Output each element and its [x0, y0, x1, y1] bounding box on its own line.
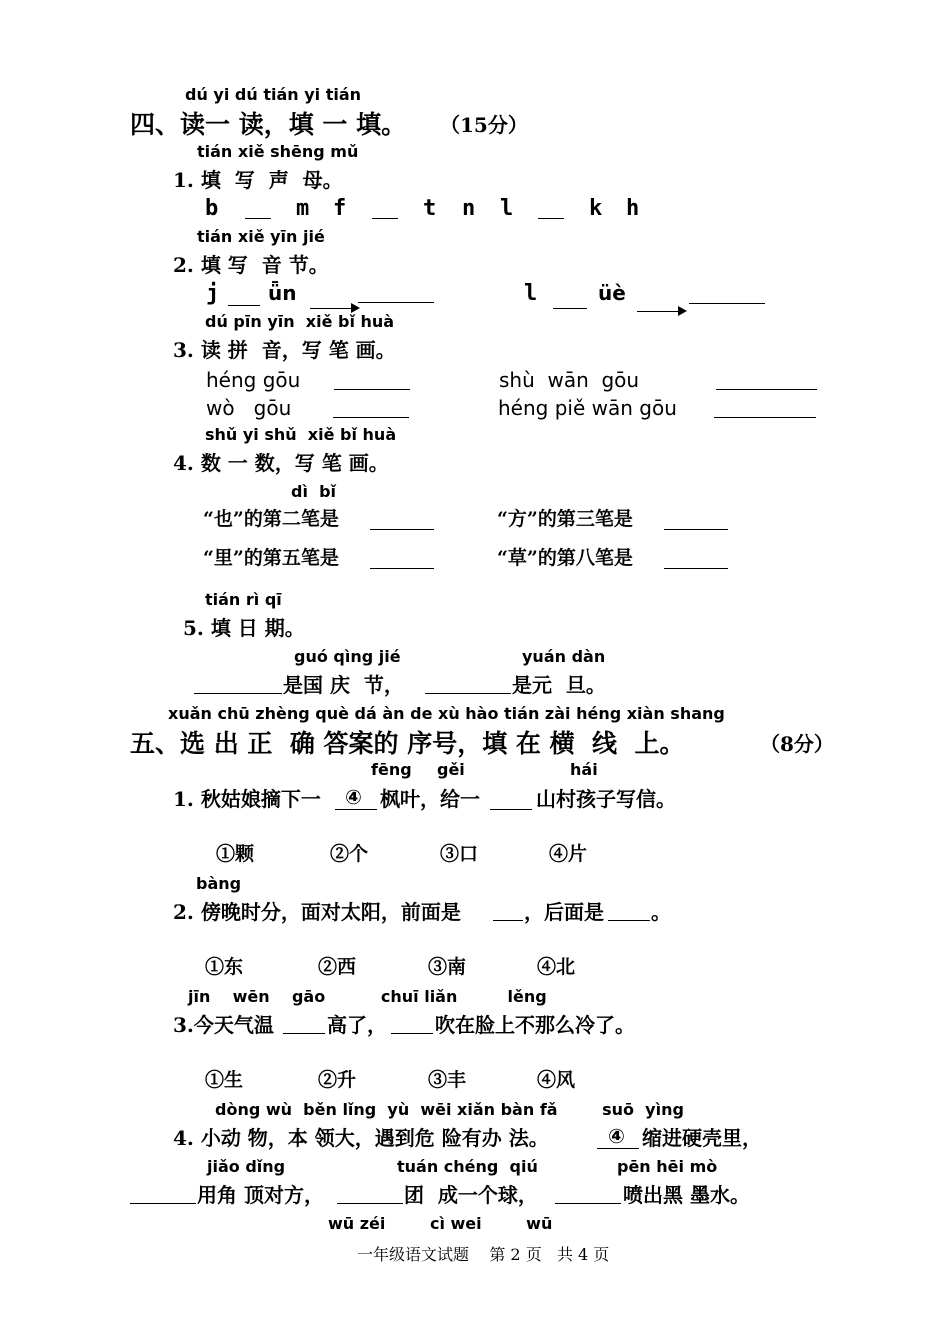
initial-k: k [589, 196, 603, 221]
initial-f: f [333, 196, 347, 221]
stroke-answer-4[interactable] [714, 417, 816, 418]
syllable-a-initial: j [206, 281, 220, 306]
section4-score: （15分） [440, 113, 528, 137]
s5q4-blank-1[interactable] [597, 1148, 639, 1149]
s5q4-answer: ④ [608, 1124, 625, 1148]
stroke-question-2: “方”的第三笔是 [497, 508, 633, 530]
blank-3[interactable] [538, 218, 564, 219]
s5q3-blank-1[interactable] [283, 1033, 325, 1034]
s5q1-option-1: ①颗 [216, 843, 255, 865]
s5q3-option-4: ④风 [537, 1069, 576, 1091]
s5q3-blank-2[interactable] [391, 1033, 433, 1034]
s5q1-pinyin-c: hái [570, 760, 598, 779]
q4-pinyin: shǔ yi shǔ xiě bǐ huà [205, 425, 397, 444]
s5q4-blank-3[interactable] [337, 1203, 403, 1204]
s5q1-pinyin-a: fēng [371, 760, 412, 779]
syllable-a-answer[interactable] [358, 302, 434, 303]
syllable-b-answer[interactable] [689, 303, 765, 304]
stroke-question-3-blank[interactable] [370, 568, 434, 569]
s5q4-text-b: 缩进硬壳里， [642, 1126, 762, 1150]
initial-t: t [423, 196, 437, 221]
s5q4-pinyin-2c: pēn hēi mò [617, 1157, 718, 1176]
s5q2-option-3: ③南 [428, 956, 467, 978]
stroke-question-4-blank[interactable] [664, 568, 728, 569]
initial-b: b [205, 196, 219, 221]
s5q1-blank-1[interactable] [335, 809, 377, 810]
q2-title: 2. 填 写 音 节。 [173, 253, 329, 277]
s5q2-option-1: ①东 [205, 956, 244, 978]
s5q2-pinyin: bàng [196, 874, 242, 893]
s5q1-text-c: 山村孩子写信。 [536, 787, 676, 811]
q5-pinyin-b: yuán dàn [522, 647, 606, 666]
blank-1[interactable] [245, 218, 271, 219]
stroke-name-1: héng gōu [206, 368, 301, 392]
s5q4-text-d: 团 成一个球， [404, 1183, 538, 1207]
arrow-icon [310, 308, 358, 309]
initial-m: m [296, 196, 310, 221]
q4-pinyin-2: dì bǐ [291, 482, 337, 501]
section4-pinyin: dú yi dú tián yi tián [185, 85, 362, 104]
s5q3-text-b: 高了， [327, 1013, 387, 1037]
blank-2[interactable] [372, 218, 398, 219]
stroke-question-2-blank[interactable] [664, 529, 728, 530]
syllable-a-final: ǖn [268, 281, 297, 305]
s5q3-text-c: 吹在脸上不那么冷了。 [435, 1013, 635, 1037]
s5q2-option-2: ②西 [318, 956, 357, 978]
initial-n: n [462, 196, 476, 221]
stroke-answer-2[interactable] [716, 389, 817, 390]
s5q2-option-4: ④北 [537, 956, 576, 978]
s5q1-text-a: 1. 秋姑娘摘下一 [173, 787, 321, 811]
s5q4-pinyin-3: wū zéi cì wei wū [328, 1214, 553, 1233]
s5q2-text-b: ，后面是 [524, 900, 604, 924]
stroke-name-2: shù wān gōu [499, 368, 640, 392]
q5-text-b: 是元 旦。 [512, 673, 606, 697]
s5q4-blank-4[interactable] [555, 1203, 621, 1204]
q5-title: 5. 填 日 期。 [183, 616, 305, 640]
s5q1-option-4: ④片 [549, 843, 588, 865]
initial-h: h [626, 196, 640, 221]
section5-title: 五、选 出 正 确 答案的 序号，填 在 横 线 上。 [130, 729, 685, 758]
s5q2-blank-2[interactable] [608, 920, 650, 921]
s5q4-text-a: 4. 小动 物，本 领大，遇到危 险有办 法。 [173, 1126, 549, 1150]
stroke-question-3: “里”的第五笔是 [203, 547, 339, 569]
stroke-answer-1[interactable] [334, 389, 410, 390]
syllable-b-initial: l [524, 281, 538, 306]
syllable-b-blank[interactable] [553, 308, 587, 309]
s5q1-blank-2[interactable] [490, 809, 532, 810]
s5q4-text-c: 用角 顶对方， [197, 1183, 324, 1207]
q5-text-a: 是国 庆 节， [283, 673, 404, 697]
s5q4-pinyin-2b: tuán chéng qiú [397, 1157, 538, 1176]
syllable-b-final: üè [598, 281, 626, 305]
s5q3-option-3: ③丰 [428, 1069, 467, 1091]
s5q3-option-1: ①生 [205, 1069, 244, 1091]
stroke-answer-3[interactable] [333, 417, 409, 418]
s5q2-blank-1[interactable] [493, 920, 523, 921]
s5q3-text-a: 3.今天气温 [173, 1013, 274, 1037]
s5q1-option-2: ②个 [330, 843, 369, 865]
stroke-question-1: “也”的第二笔是 [203, 508, 339, 530]
s5q1-option-3: ③口 [440, 843, 479, 865]
q1-title: 1. 填 写 声 母。 [173, 168, 343, 192]
section4-title: 四、读一 读，填 一 填。 [130, 110, 407, 139]
s5q4-pinyin: dòng wù běn lǐng yù wēi xiǎn bàn fǎ suō yìng [215, 1100, 684, 1119]
s5q1-pinyin-b: gěi [437, 760, 465, 779]
page-footer: 一年级语文试题 第 2 页 共 4 页 [357, 1245, 610, 1264]
q3-title: 3. 读 拼 音，写 笔 画。 [173, 338, 396, 362]
s5q2-text-c: 。 [651, 900, 671, 924]
s5q4-blank-2[interactable] [130, 1203, 196, 1204]
q4-title: 4. 数 一 数，写 笔 画。 [173, 451, 389, 475]
q3-pinyin: dú pīn yīn xiě bǐ huà [205, 312, 395, 331]
q5-pinyin: tián rì qī [205, 590, 282, 609]
q2-pinyin: tián xiě yīn jié [197, 227, 325, 246]
s5q4-text-e: 喷出黑 墨水。 [623, 1183, 750, 1207]
s5q3-pinyin: jīn wēn gāo chuī liǎn lěng [188, 987, 547, 1006]
q1-pinyin: tián xiě shēng mǔ [197, 142, 359, 161]
date-blank-2[interactable] [425, 693, 511, 694]
stroke-name-4: héng piě wān gōu [498, 396, 677, 420]
s5q1-text-b: 枫叶，给一 [380, 787, 480, 811]
q5-pinyin-a: guó qìng jié [294, 647, 401, 666]
stroke-question-4: “草”的第八笔是 [497, 547, 633, 569]
s5q4-pinyin-2a: jiǎo dǐng [207, 1157, 286, 1176]
stroke-name-3: wò gōu [206, 396, 292, 420]
arrow-icon [637, 311, 685, 312]
date-blank-1[interactable] [194, 693, 282, 694]
section5-pinyin: xuǎn chū zhèng què dá àn de xù hào tián zài héng xiàn shang [168, 704, 725, 723]
s5q1-answer: ④ [345, 785, 362, 809]
stroke-question-1-blank[interactable] [370, 529, 434, 530]
initial-l: l [500, 196, 514, 221]
s5q2-text-a: 2. 傍晚时分，面对太阳，前面是 [173, 900, 461, 924]
syllable-a-blank[interactable] [228, 305, 260, 306]
s5q3-option-2: ②升 [318, 1069, 357, 1091]
section5-score: （8分） [760, 732, 834, 756]
